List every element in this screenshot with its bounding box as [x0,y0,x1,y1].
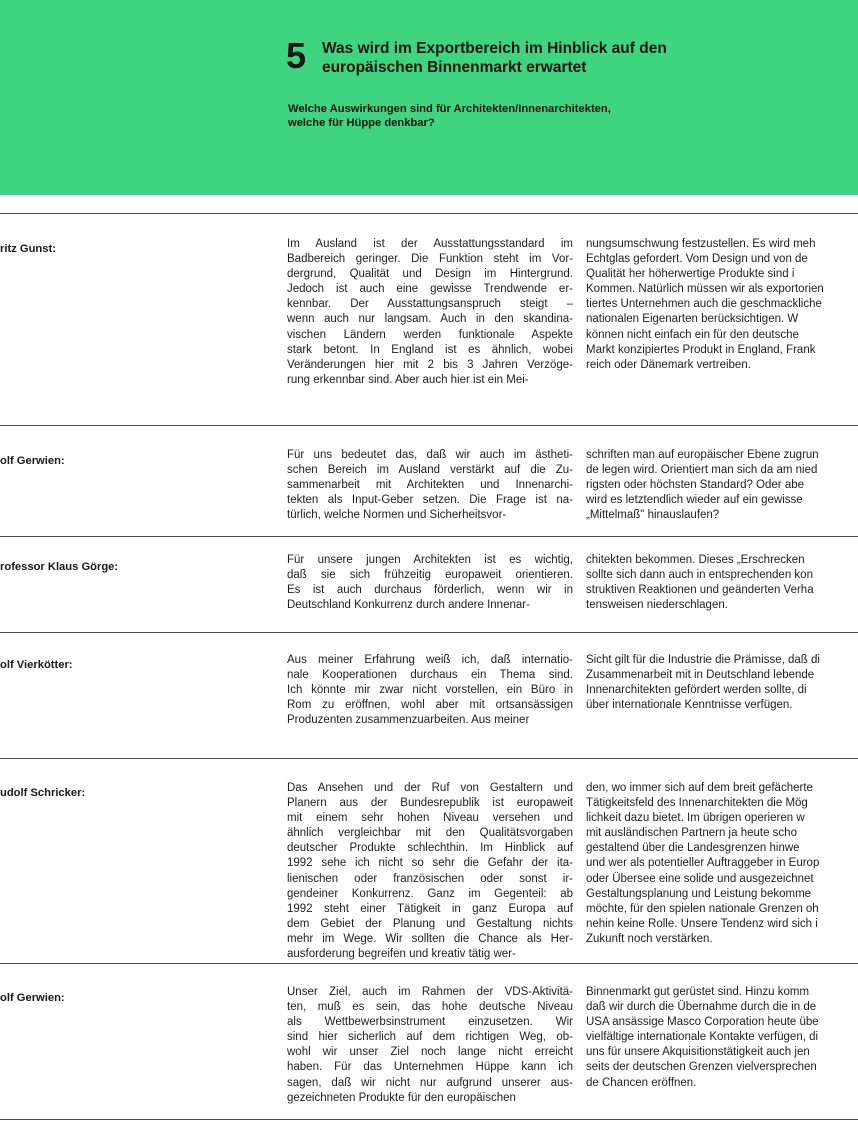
speaker-name: olf Gerwien: [0,455,65,467]
text-line: Für uns bedeutet das, daß wir auch im ästheti- [287,449,573,461]
chapter-title-line: Was wird im Exportbereich im Hinblick auf den [322,40,667,57]
text-line: Aus meiner Erfahrung weiß ich, daß internatio- [287,654,573,666]
text-line: möchte, für den spielen nationale Grenzen oh [586,902,819,915]
text-line: daß wir durch die Übernahme durch die in de [586,1001,817,1014]
section-divider [0,632,858,633]
text-line: Es ist auch durchaus förderlich, wenn wir in [287,584,573,597]
text-line: reich oder Dänemark vertreiben. [586,358,751,371]
text-line: als Wettbewerbsinstrument einzusetzen. Wir [287,1016,573,1029]
text-line: über internationale Kenntnisse verfügen. [586,699,793,712]
text-line: Planern aus der Bundesrepublik ist europaweit [287,797,573,810]
text-line: wenn auch nur langsam. Auch in den skandina- [287,313,573,326]
statement-text-left-column [287,237,573,388]
statement-text-right-column [586,653,858,713]
text-line: Tätigkeitsfeld des Innenarchitekten die Mög [586,797,808,810]
text-line: struktiven Reaktionen und geänderten Verha [586,584,814,597]
statement-text-right-column [586,781,858,947]
statement-text-right-column [586,237,858,373]
statement-text-left-column [287,781,573,962]
text-line: gendeiner Konkurrenz. Ganz im Gegenteil: ab [287,887,573,900]
section-divider [0,536,858,537]
text-line: Zukunft noch verstärken. [586,932,713,945]
text-line: Innenarchitekten gefördert werden sollte, di [586,684,807,697]
text-line: vielfältige internationale Kontakte verfügen, di [586,1031,819,1044]
section-divider [0,758,858,759]
chapter-title-line: europäischen Binnenmarkt erwartet [322,59,587,76]
text-line: Markt konzipiertes Produkt in England, Frank [586,343,816,356]
text-line: mehr im Wege. Wir sollten die Chance als Her- [287,932,573,945]
text-line: 1992 steht einer Tätigkeit in ganz Europa auf [287,902,573,915]
speaker-name: olf Gerwien: [0,992,65,1004]
text-line: vischen Ländern werden funktionale Aspekte [287,328,573,341]
text-line: mit einem sehr hohen Niveau versehen und [287,812,573,825]
text-line: de legen wird. Orientiert man sich da am nied [586,464,818,477]
text-line: rung erkennbar sind. Aber auch hier ist ein Mei- [287,373,529,386]
text-line: nale Kooperationen durchaus ein Thema sind. [287,669,573,682]
chapter-subtitle [288,102,828,130]
speaker-name: rofessor Klaus Görge: [0,561,119,573]
text-line: Ich könnte mir zwar nicht vorstellen, ein Büro in [287,684,573,697]
text-line: ausforderung begreifen und kreativ tätig wer- [287,948,516,961]
text-line: wohl wir unser Ziel noch lange nicht erreicht [287,1046,573,1059]
statement-text-right-column [586,553,858,613]
section-divider [0,425,858,426]
text-line: Unser Ziel, auch im Rahmen der VDS-Aktivitä- [287,986,573,998]
text-line: und wer als potentieller Auftraggeber in Europ [586,857,820,870]
text-line: Kommen. Natürlich müssen wir als exportorien [586,283,824,296]
section-divider [0,963,858,964]
text-line: USA ansässige Masco Corporation heute übe [586,1016,819,1029]
statement-text-left-column [287,553,573,613]
text-line: schen Bereich im Ausland verstärkt auf die Zu- [287,464,573,477]
text-line: mit ausländischen Partnern ja heute scho [586,827,797,840]
text-line: Produzenten zusammenzuarbeiten. Aus meiner [287,714,530,727]
text-line: können nicht einfach ein für den deutsche [586,328,799,341]
text-line: kennbar. Der Ausstattungsanspruch steigt – [287,298,573,311]
statement-text-left-column [287,448,573,523]
chapter-number: 5 [286,35,307,76]
text-line: den, wo immer sich auf dem breit gefächerte [586,782,813,794]
text-line: sammenarbeit mit Architekten und Innenarchi- [287,479,573,492]
text-line: deutscher Produkte schlechthin. Im Hinblick auf [287,842,573,855]
text-line: türlich, welche Normen und Sicherheitsvor- [287,509,507,522]
text-line: gezeichneten Produkte für den europäischen [287,1091,516,1104]
speaker-name: olf Vierkötter: [0,659,73,671]
text-line: Jedoch ist auch eine gewisse Trendwende er- [287,283,573,296]
text-line: sind hier sicherlich auf dem richtigen Weg, ob- [287,1031,573,1044]
text-line: nungsumschwung festzustellen. Es wird meh [586,238,816,250]
text-line: gestaltend über die Landesgrenzen hinwe [586,842,800,855]
text-line: tensweisen niederschlagen. [586,599,728,612]
section-divider [0,213,858,214]
text-line: sagen, daß wir nicht nur aufgrund unserer aus- [287,1076,573,1089]
text-line: Binnenmarkt gut gerüstet sind. Hinzu komm [586,986,810,998]
text-line: „Mittelmaß" hinauslaufen? [586,509,720,522]
text-line: Rom zu eröffnen, wohl aber mit ortsansässigen [287,699,573,712]
text-line: lichkeit dazu bietet. Im übrigen operieren w [586,812,805,825]
chapter-subtitle-line: Welche Auswirkungen sind für Architekten/Innenarchitekten, [288,103,611,115]
text-line: sollte sich dann auch in entsprechenden kon [586,569,813,582]
statement-text-right-column [586,448,858,523]
statement-text-right-column [586,985,858,1091]
text-line: dergrund, Qualität und Design im Hintergrund. [287,268,573,281]
text-line: lienischen oder französischen oder sonst ir- [287,872,573,885]
text-line: chitekten bekommen. Dieses „Erschrecken [586,554,805,566]
text-line: Im Ausland ist der Ausstattungsstandard im [287,238,573,250]
text-line: schriften man auf europäischer Ebene zugrun [586,449,819,461]
section-divider [0,1119,858,1120]
text-line: stark betont. In England ist es ähnlich, wobei [287,343,573,356]
text-line: tekten als Input-Geber setzen. Die Frage ist na- [287,494,573,507]
text-line: nationalen Eigenarten berücksichtigen. W [586,313,799,326]
text-line: rigsten oder höchsten Standard? Oder abe [586,479,805,492]
text-line: ähnlich vergleichbar mit den Qualitätsvorgaben [287,827,573,840]
text-line: Deutschland Konkurrenz durch andere Innenar- [287,599,530,612]
speaker-name: udolf Schricker: [0,787,86,799]
statement-text-left-column [287,653,573,728]
text-line: de Chancen eröffnen. [586,1076,697,1089]
text-line: nehin keine Rolle. Unsere Tendenz wird sich i [586,917,818,930]
text-line: dem Gebiet der Planung und Gestaltung nichts [287,917,573,930]
text-line: ten, muß es sein, das hohe deutsche Niveau [287,1001,573,1014]
chapter-header-band [0,0,858,195]
text-line: haben. Für das Unternehmen Hüppe kann ich [287,1061,573,1074]
text-line: uns für unsere Akquisitionstätigkeit auch jen [586,1046,810,1059]
text-line: daß sie sich frühzeitig europaweit orientieren. [287,569,573,582]
text-line: seits der deutschen Grenzen vielversprechen [586,1061,817,1074]
chapter-title [322,39,842,77]
text-line: 1992 sehe ich nicht so sehr die Gefahr der ita- [287,857,573,870]
chapter-subtitle-line: welche für Hüppe denkbar? [288,117,435,129]
text-line: Qualität her höherwertige Produkte sind i [586,268,795,281]
text-line: Für unsere jungen Architekten ist es wichtig, [287,554,573,566]
speaker-name: ritz Gunst: [0,243,56,255]
text-line: Sicht gilt für die Industrie die Prämisse, daß di [586,654,820,666]
text-line: oder Übersee eine solide und ausgezeichnet [586,872,814,885]
text-line: Gestaltungsplanung und Leistung bekomme [586,887,812,900]
text-line: Veränderungen hier mit 2 bis 3 Jahren Verzöge- [287,358,573,371]
statement-text-left-column [287,985,573,1106]
text-line: Zusammenarbeit mit in Deutschland lebende [586,669,815,682]
text-line: Das Ansehen und der Ruf von Gestaltern und [287,782,573,794]
text-line: Echtglas gefordert. Vom Design und von de [586,253,808,266]
text-line: tiertes Unternehmen auch die geschmackliche [586,298,822,311]
text-line: wird es letztendlich wieder auf ein gewisse [586,494,803,507]
text-line: Badbereich geringer. Die Funktion steht im Vor- [287,253,573,266]
